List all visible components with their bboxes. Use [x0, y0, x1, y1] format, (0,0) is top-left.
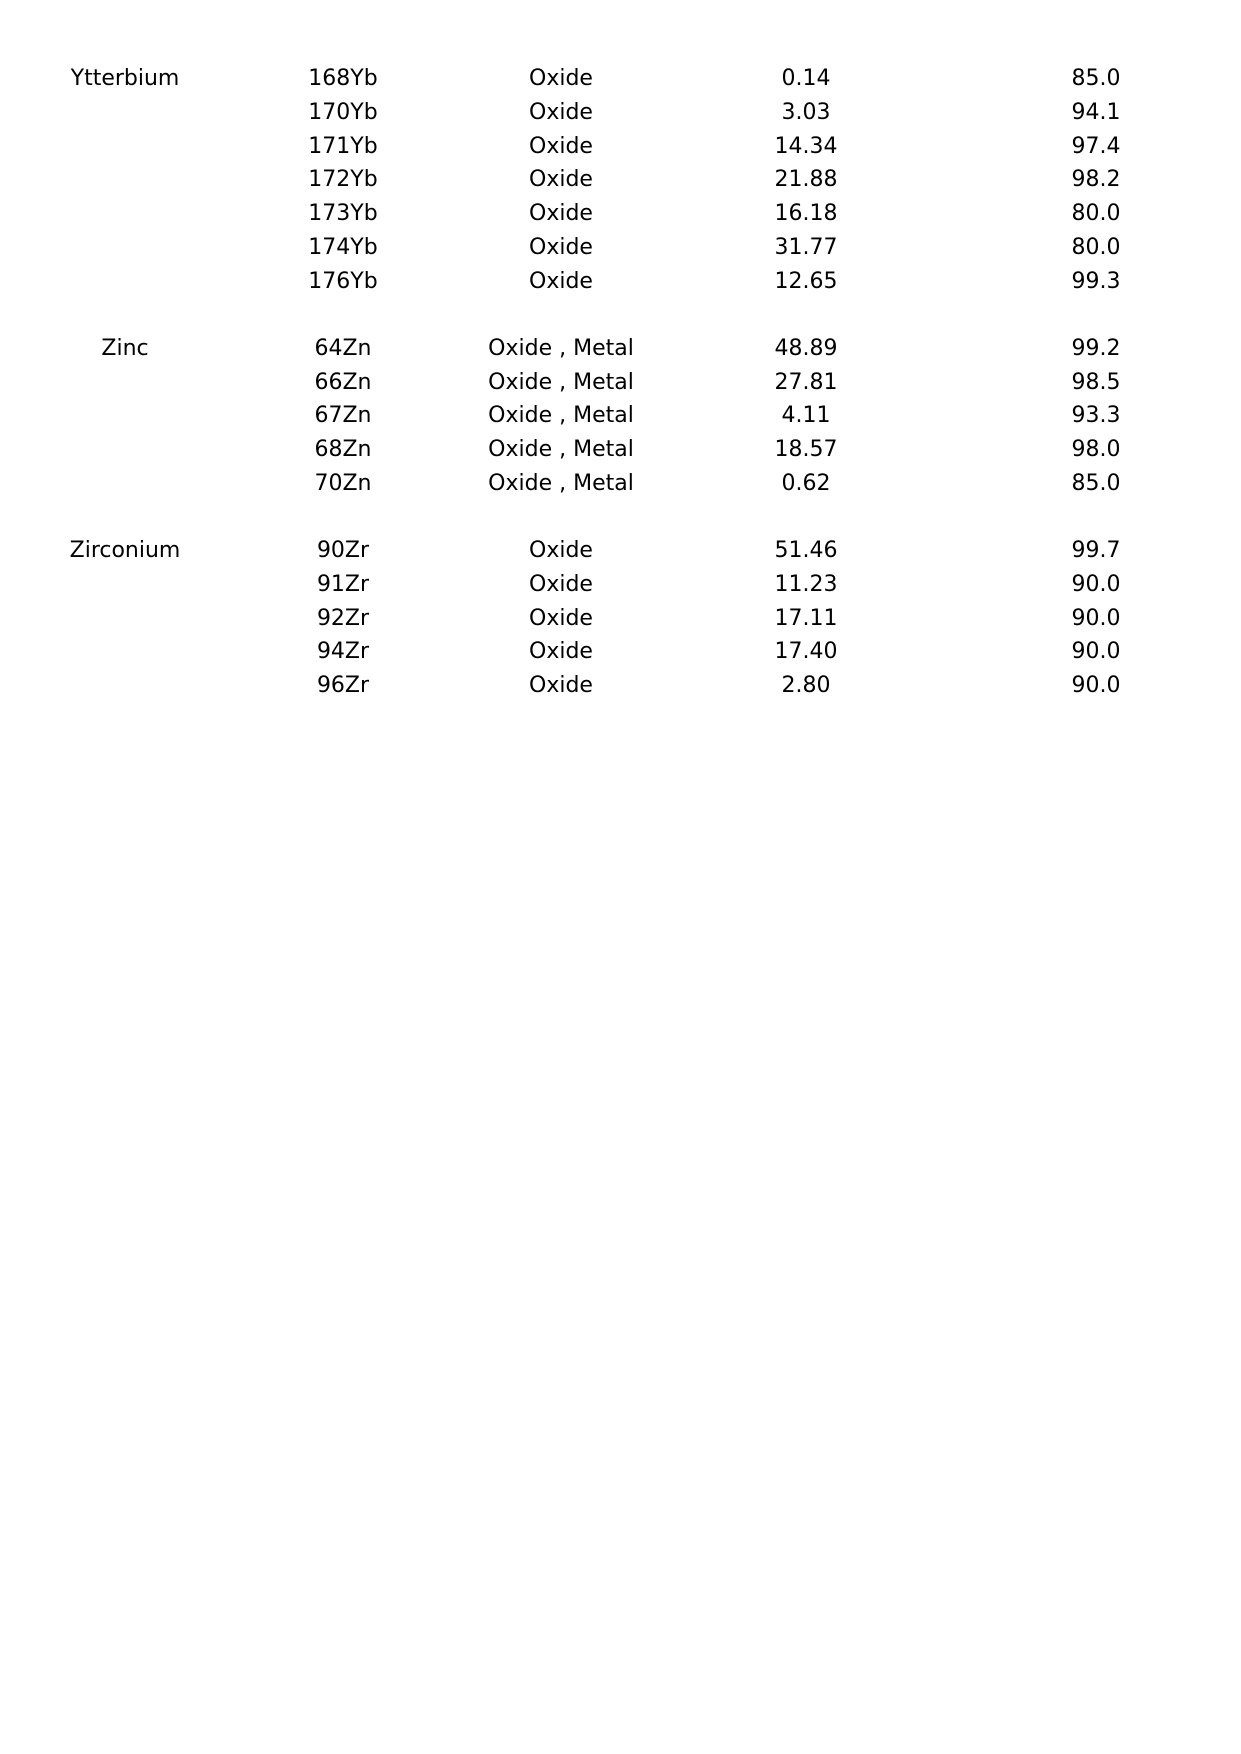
- form-cell: Oxide: [529, 134, 593, 159]
- enrichment-cell: 80.0: [1071, 201, 1121, 226]
- abundance-cell: 11.23: [774, 572, 838, 597]
- isotope-cell: 170Yb: [308, 100, 378, 125]
- form-cell: Oxide: [529, 673, 593, 698]
- enrichment-cell: 98.5: [1071, 370, 1121, 395]
- enrichment-cell: 98.2: [1071, 167, 1121, 192]
- enrichment-cell: 90.0: [1071, 639, 1121, 664]
- abundance-cell: 17.11: [774, 606, 838, 631]
- form-cell: Oxide , Metal: [488, 336, 634, 361]
- isotope-cell: 64Zn: [314, 336, 372, 361]
- table-row: [0, 231, 1241, 265]
- form-cell: Oxide , Metal: [488, 403, 634, 428]
- form-cell: Oxide , Metal: [488, 471, 634, 496]
- abundance-cell: 31.77: [774, 235, 838, 260]
- isotope-cell: 70Zn: [314, 471, 372, 496]
- enrichment-cell: 90.0: [1071, 572, 1121, 597]
- isotope-cell: 168Yb: [308, 66, 378, 91]
- table-row: [0, 332, 1241, 366]
- table-row: [0, 366, 1241, 400]
- enrichment-cell: 93.3: [1071, 403, 1121, 428]
- table-row: [0, 534, 1241, 568]
- form-cell: Oxide: [529, 606, 593, 631]
- table-row: [0, 467, 1241, 501]
- table-row: [0, 433, 1241, 467]
- isotope-cell: 172Yb: [308, 167, 378, 192]
- abundance-cell: 17.40: [774, 639, 838, 664]
- isotope-cell: 67Zn: [314, 403, 372, 428]
- abundance-cell: 51.46: [774, 538, 838, 563]
- element-name: Zinc: [101, 336, 149, 361]
- isotope-cell: 92Zr: [316, 606, 370, 631]
- form-cell: Oxide: [529, 572, 593, 597]
- enrichment-cell: 90.0: [1071, 673, 1121, 698]
- abundance-cell: 0.14: [781, 66, 831, 91]
- isotope-cell: 94Zr: [316, 639, 370, 664]
- form-cell: Oxide: [529, 100, 593, 125]
- table-row: [0, 669, 1241, 703]
- enrichment-cell: 80.0: [1071, 235, 1121, 260]
- isotope-cell: 68Zn: [314, 437, 372, 462]
- table-row: [0, 635, 1241, 669]
- abundance-cell: 2.80: [781, 673, 831, 698]
- isotope-cell: 171Yb: [308, 134, 378, 159]
- enrichment-cell: 99.3: [1071, 269, 1121, 294]
- form-cell: Oxide , Metal: [488, 370, 634, 395]
- isotope-cell: 66Zn: [314, 370, 372, 395]
- enrichment-cell: 97.4: [1071, 134, 1121, 159]
- abundance-cell: 0.62: [781, 471, 831, 496]
- table-row: [0, 130, 1241, 164]
- isotope-cell: 174Yb: [308, 235, 378, 260]
- form-cell: Oxide: [529, 269, 593, 294]
- table-row: [0, 399, 1241, 433]
- form-cell: Oxide: [529, 201, 593, 226]
- abundance-cell: 12.65: [774, 269, 838, 294]
- abundance-cell: 21.88: [774, 167, 838, 192]
- enrichment-cell: 98.0: [1071, 437, 1121, 462]
- isotope-cell: 90Zr: [316, 538, 370, 563]
- enrichment-cell: 85.0: [1071, 66, 1121, 91]
- form-cell: Oxide: [529, 639, 593, 664]
- enrichment-cell: 99.7: [1071, 538, 1121, 563]
- form-cell: Oxide: [529, 235, 593, 260]
- abundance-cell: 16.18: [774, 201, 838, 226]
- form-cell: Oxide: [529, 66, 593, 91]
- enrichment-cell: 99.2: [1071, 336, 1121, 361]
- isotope-cell: 176Yb: [308, 269, 378, 294]
- table-row: [0, 568, 1241, 602]
- table-row: [0, 197, 1241, 231]
- abundance-cell: 48.89: [774, 336, 838, 361]
- abundance-cell: 4.11: [781, 403, 831, 428]
- element-name: Ytterbium: [70, 66, 180, 91]
- isotope-cell: 96Zr: [316, 673, 370, 698]
- abundance-cell: 14.34: [774, 134, 838, 159]
- abundance-cell: 3.03: [781, 100, 831, 125]
- isotope-cell: 91Zr: [316, 572, 370, 597]
- abundance-cell: 27.81: [774, 370, 838, 395]
- form-cell: Oxide , Metal: [488, 437, 634, 462]
- table-row: [0, 265, 1241, 299]
- enrichment-cell: 90.0: [1071, 606, 1121, 631]
- form-cell: Oxide: [529, 167, 593, 192]
- enrichment-cell: 94.1: [1071, 100, 1121, 125]
- isotope-cell: 173Yb: [308, 201, 378, 226]
- element-name: Zirconium: [69, 538, 181, 563]
- table-row: [0, 62, 1241, 96]
- table-row: [0, 163, 1241, 197]
- table-row: [0, 602, 1241, 636]
- enrichment-cell: 85.0: [1071, 471, 1121, 496]
- abundance-cell: 18.57: [774, 437, 838, 462]
- form-cell: Oxide: [529, 538, 593, 563]
- table-row: [0, 96, 1241, 130]
